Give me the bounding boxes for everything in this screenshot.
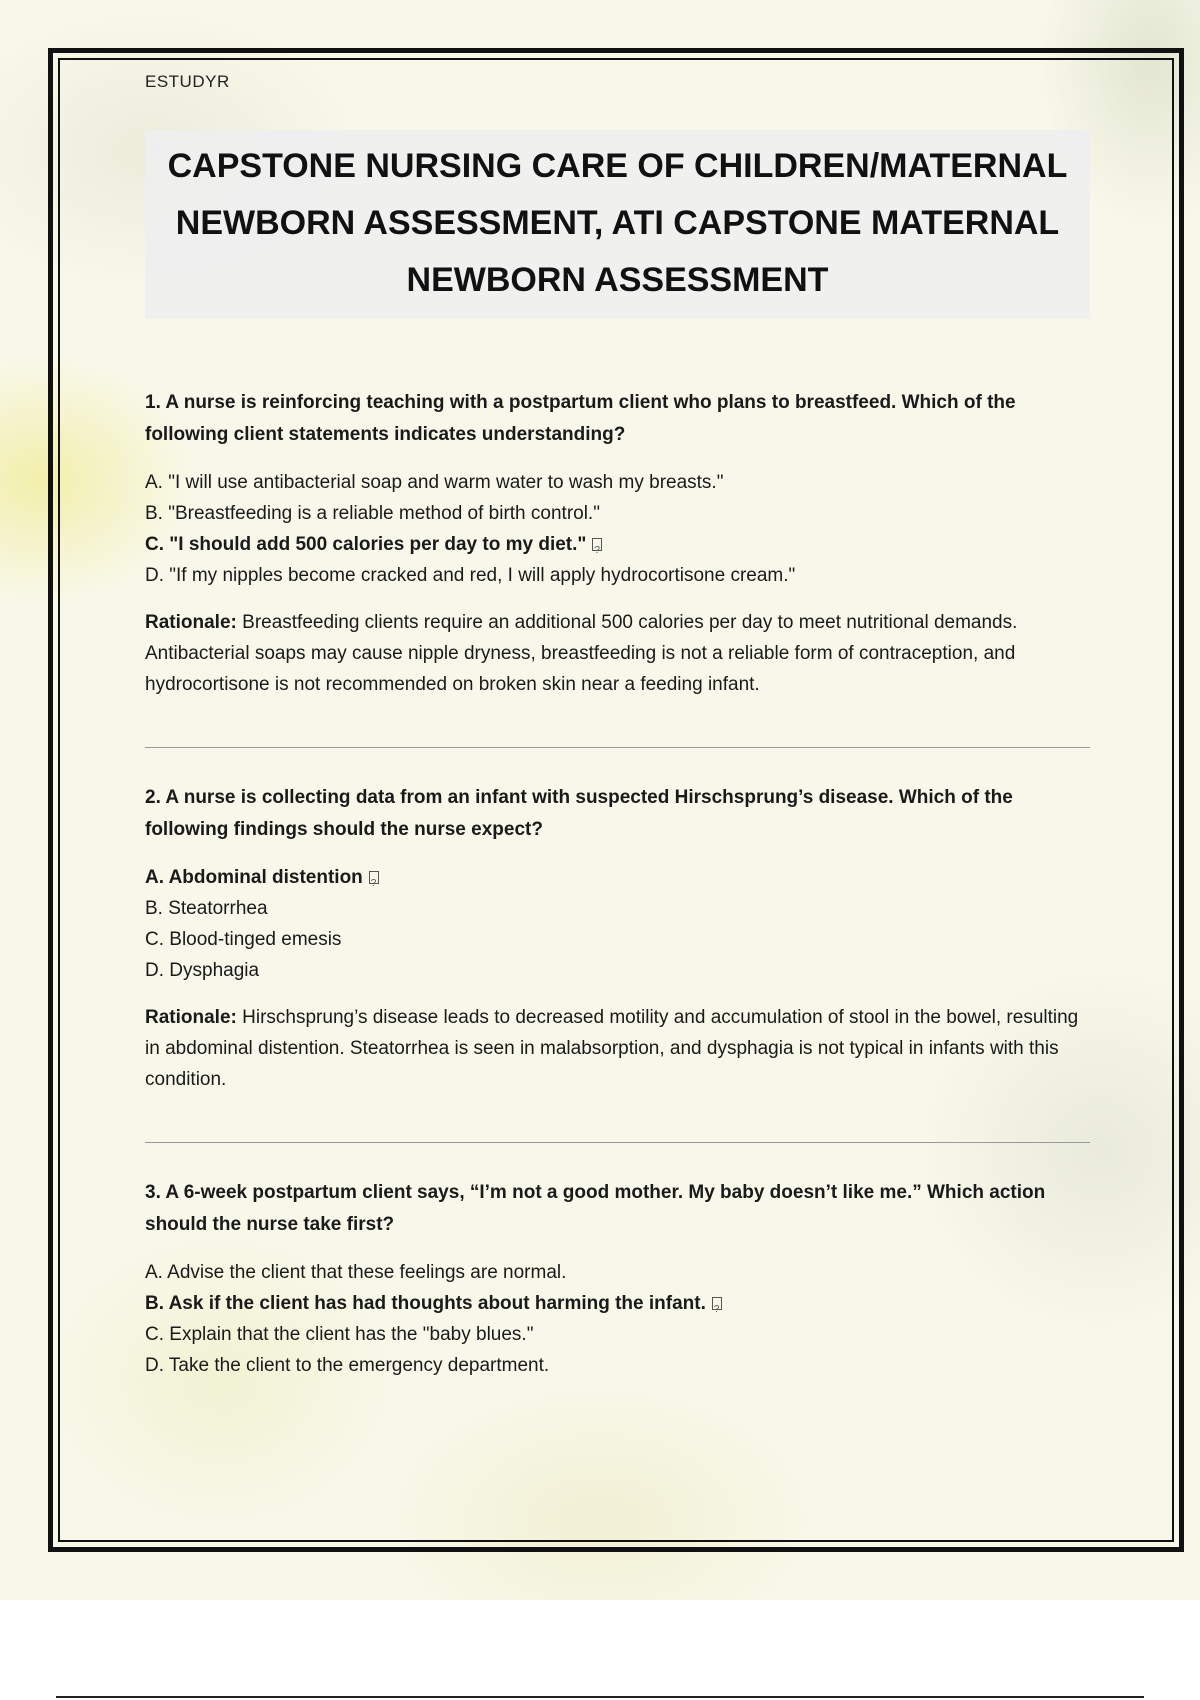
option-d (145, 1350, 1090, 1381)
option-a (145, 467, 1090, 498)
section-divider (145, 1142, 1090, 1143)
question-block-3 (145, 1177, 1090, 1381)
option-c-correct (145, 529, 1090, 560)
title-line-3: NEWBORN ASSESSMENT (406, 261, 829, 299)
question-stem: 1. A nurse is reinforcing teaching with a postpartum client who plans to breastfeed. Which of the following client statements indicates understanding? (145, 392, 1016, 445)
option-text: A. Abdominal distention (145, 867, 363, 888)
title-block (145, 130, 1090, 319)
question-block-2 (145, 782, 1090, 1095)
option-text: D. "If my nipples become cracked and red, I will apply hydrocortisone cream." (145, 565, 796, 586)
brand-label: ESTUDYR (145, 72, 230, 91)
option-d (145, 955, 1090, 986)
checkmark-icon (592, 538, 602, 551)
option-text: D. Take the client to the emergency department. (145, 1355, 550, 1376)
option-c (145, 924, 1090, 955)
option-text: B. Steatorrhea (145, 898, 268, 919)
option-text: C. Blood-tinged emesis (145, 929, 342, 950)
document-content (145, 72, 1090, 1397)
footer-rule (56, 1696, 1144, 1698)
checkmark-icon (369, 871, 379, 884)
option-text: A. "I will use antibacterial soap and warm water to wash my breasts." (145, 472, 724, 493)
option-a-correct (145, 862, 1090, 893)
checkmark-icon (712, 1297, 722, 1310)
rationale (145, 607, 1090, 700)
option-a (145, 1257, 1090, 1288)
answer-options (145, 467, 1090, 591)
question-stem: 3. A 6-week postpartum client says, “I’m not a good mother. My baby doesn’t like me.” Which action should the nurse take first? (145, 1182, 1046, 1235)
question-block-1 (145, 387, 1090, 700)
option-b (145, 498, 1090, 529)
rationale (145, 1002, 1090, 1095)
option-text: B. "Breastfeeding is a reliable method of birth control." (145, 503, 600, 524)
answer-options (145, 862, 1090, 986)
option-b-correct (145, 1288, 1090, 1319)
rationale-text: Breastfeeding clients require an additional 500 calories per day to meet nutritional demands. Antibacterial soaps may cause nipple dryness, breastfeeding is not a reliable form of contraception, and hydrocortisone is not recommended on broken skin near a feeding infant. (145, 612, 1018, 695)
option-d (145, 560, 1090, 591)
answer-options (145, 1257, 1090, 1381)
rationale-text: Hirschsprung’s disease leads to decreased motility and accumulation of stool in the bowel, resulting in abdominal distention. Steatorrhea is seen in malabsorption, and dysphagia is not typical in infants with this condition. (145, 1007, 1079, 1090)
title-line-2: NEWBORN ASSESSMENT, ATI CAPSTONE MATERNAL (175, 204, 1060, 242)
title-line-1: CAPSTONE NURSING CARE OF CHILDREN/MATERNAL (167, 147, 1068, 185)
option-b (145, 893, 1090, 924)
rationale-label: Rationale: (145, 1007, 237, 1028)
option-text: A. Advise the client that these feelings are normal. (145, 1262, 567, 1283)
option-text: C. Explain that the client has the "baby blues." (145, 1324, 534, 1345)
rationale-label: Rationale: (145, 612, 237, 633)
option-text: C. "I should add 500 calories per day to my diet." (145, 534, 587, 555)
option-text: B. Ask if the client has had thoughts about harming the infant. (145, 1293, 706, 1314)
option-c (145, 1319, 1090, 1350)
option-text: D. Dysphagia (145, 960, 260, 981)
section-divider (145, 747, 1090, 748)
question-stem: 2. A nurse is collecting data from an infant with suspected Hirschsprung’s disease. Which of the following findings should the nurse expect? (145, 787, 1013, 840)
